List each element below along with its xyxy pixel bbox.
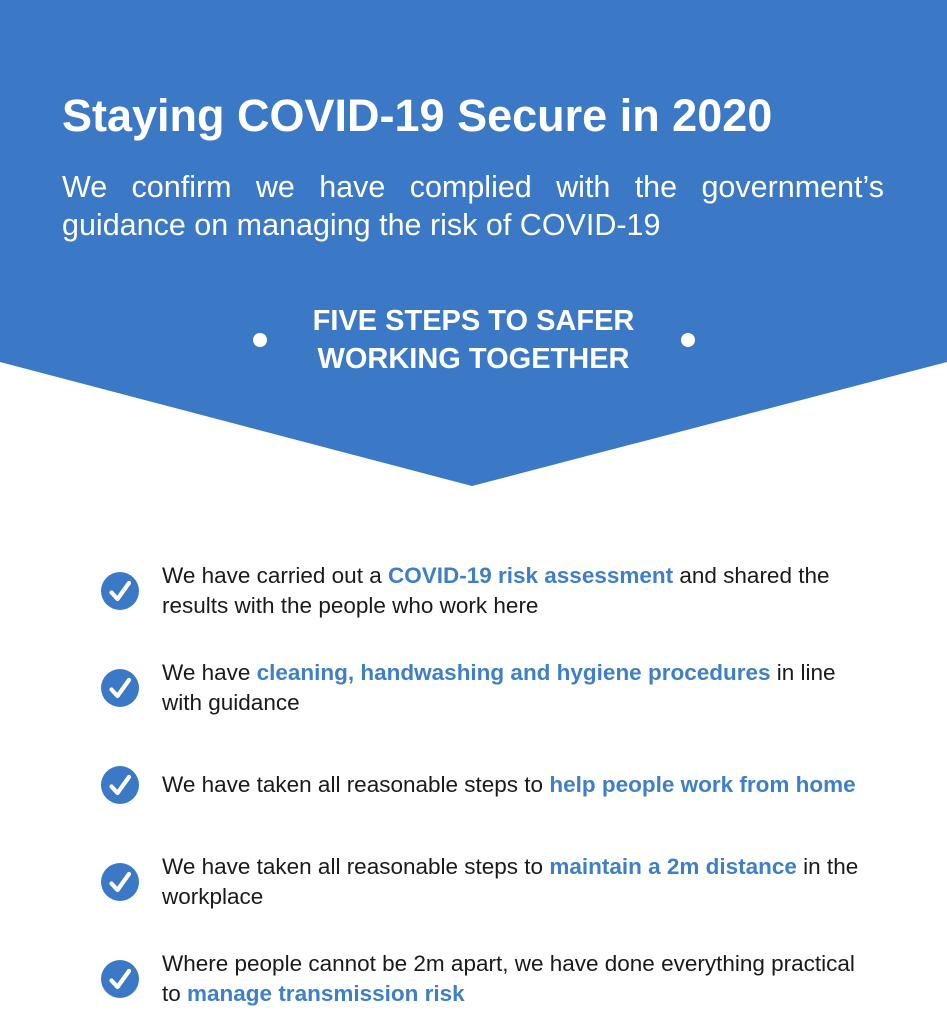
steps-heading — [0, 302, 947, 378]
page-subtitle: We confirm we have complied with the government’s guidance on managing the risk of COVID-19 — [62, 170, 884, 242]
checklist-item-risk-assessment — [100, 542, 900, 639]
checklist-item-transmission-risk — [100, 930, 900, 1027]
page-title: Staying COVID-19 Secure in 2020 — [62, 90, 773, 141]
highlight-text: maintain a 2m distance — [549, 853, 797, 879]
checklist-item-text: We have taken all reasonable steps to help people work from home — [162, 771, 856, 797]
checklist-item-work-from-home — [100, 736, 900, 833]
steps-heading-line-1: FIVE STEPS TO SAFER — [312, 305, 635, 337]
bullet-dot-left — [253, 333, 267, 347]
check-icon — [100, 862, 140, 902]
highlight-text: help people work from home — [549, 771, 856, 797]
checklist-item-text: We have carried out a COVID-19 risk assessment and shared the results with the people who work here — [162, 562, 830, 618]
checklist-item-text: We have cleaning, handwashing and hygiene procedures in line with guidance — [162, 659, 836, 715]
highlight-text: cleaning, handwashing and hygiene procedures — [256, 659, 771, 685]
header-banner — [0, 0, 947, 490]
checklist-item-text: Where people cannot be 2m apart, we have done everything practical to manage transmission risk — [162, 950, 855, 1006]
check-icon — [100, 668, 140, 708]
steps-heading-line-2: WORKING TOGETHER — [317, 343, 630, 375]
bullet-dot-right — [681, 333, 695, 347]
steps-heading-text — [279, 302, 669, 378]
checklist-item-hygiene — [100, 639, 900, 736]
check-icon — [100, 765, 140, 805]
check-icon — [100, 959, 140, 999]
checklist-item-text: We have taken all reasonable steps to maintain a 2m distance in the workplace — [162, 853, 859, 909]
highlight-text: manage transmission risk — [187, 980, 465, 1006]
checklist — [100, 542, 900, 1027]
check-icon — [100, 571, 140, 611]
checklist-item-distance — [100, 833, 900, 930]
highlight-text: COVID-19 risk assessment — [387, 562, 674, 588]
